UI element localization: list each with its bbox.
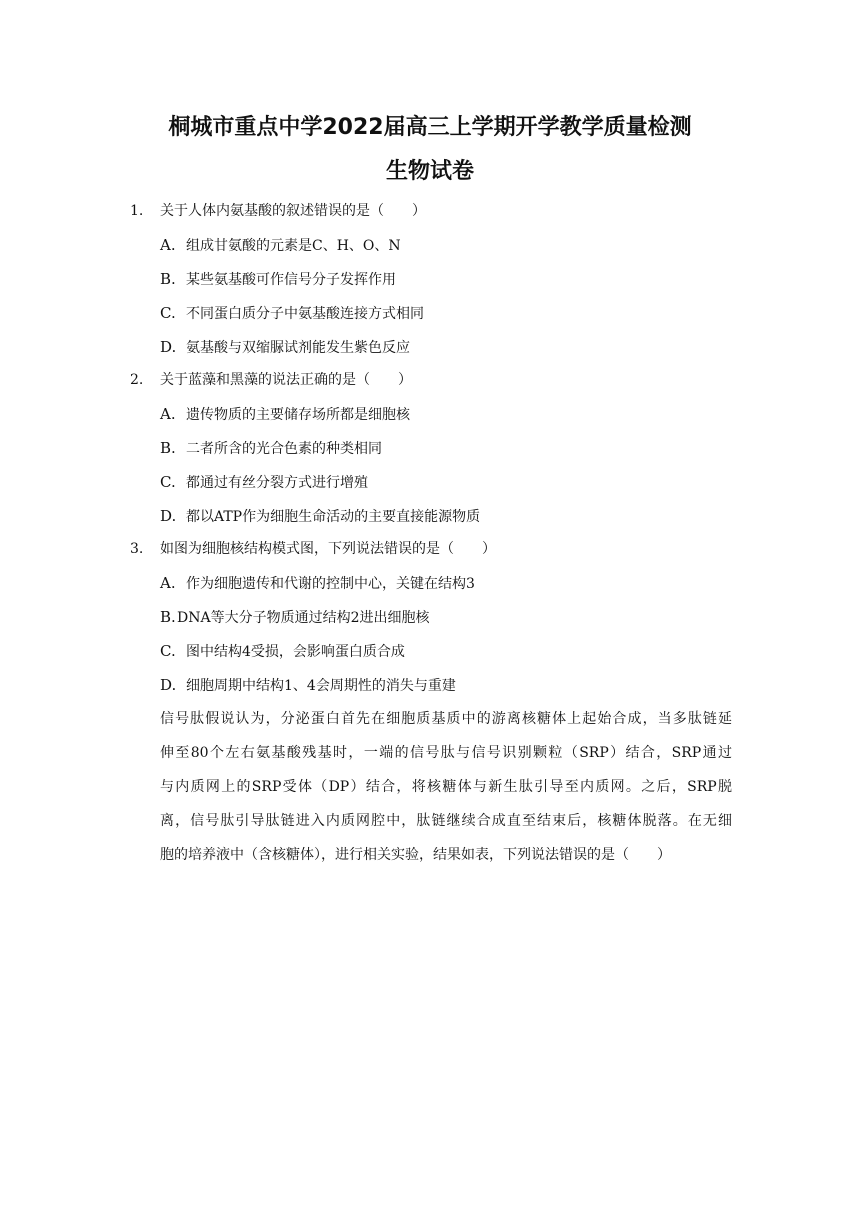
question-1-option-c [160,303,424,324]
question-3-option-a [160,573,475,594]
question-1 [130,201,426,221]
option-letter: A. [160,574,176,592]
option-letter: D. [160,507,177,525]
option-text: 某些氨基酸可作信号分子发挥作用 [186,272,396,288]
question-number: 2. [130,372,144,388]
option-text: 遗传物质的主要储存场所都是细胞核 [186,407,410,423]
option-text: 图中结构4受损，会影响蛋白质合成 [186,644,405,660]
option-letter: A. [160,236,176,254]
question-stem: 如图为细胞核结构模式图，下列说法错误的是（ ） [160,541,496,557]
question-3-option-d [160,675,456,696]
option-letter: C. [160,642,176,660]
question-3-option-c [160,641,405,662]
option-letter: D. [160,338,177,356]
option-text: 二者所含的光合色素的种类相同 [186,441,382,457]
question-1-option-a [160,235,401,256]
passage-line: 伸至80个左右氨基酸残基时，一端的信号肽与信号识别颗粒（SRP）结合，SRP通过 [160,745,732,761]
option-text: 氨基酸与双缩脲试剂能发生紫色反应 [186,340,410,356]
passage-line: 离，信号肽引导肽链进入内质网腔中，肽链继续合成直至结束后，核糖体脱落。在无细 [160,813,732,829]
option-letter: B. [160,270,176,288]
question-1-option-d [160,337,410,358]
question-1-option-b [160,269,396,290]
passage-line: 胞的培养液中（含核糖体），进行相关实验，结果如表，下列说法错误的是（ ） [160,847,671,863]
question-number: 3. [130,541,144,557]
option-text: 细胞周期中结构1、4会周期性的消失与重建 [186,678,456,694]
question-3 [130,539,496,559]
exam-subject-title: 生物试卷 [385,159,474,184]
option-letter: A. [160,405,176,423]
option-text: 都以ATP作为细胞生命活动的主要直接能源物质 [186,509,481,525]
option-text: 作为细胞遗传和代谢的控制中心，关键在结构3 [186,576,475,592]
question-3-option-b [160,607,430,628]
question-2-option-b [160,438,382,459]
option-letter: D. [160,676,177,694]
signal-peptide-passage [160,702,732,872]
question-2-option-c [160,472,368,493]
question-2-option-a [160,404,410,425]
exam-title: 桐城市重点中学2022届高三上学期开学教学质量检测 [168,115,692,140]
question-number: 1. [130,203,144,219]
question-2-option-d [160,506,480,527]
option-letter: B. [160,439,176,457]
option-letter: C. [160,473,176,491]
option-letter: C. [160,304,176,322]
option-letter: B. [160,608,176,626]
option-text: 都通过有丝分裂方式进行增殖 [186,475,368,491]
passage-line: 与内质网上的SRP受体（DP）结合，将核糖体与新生肽引导至内质网。之后，SRP脱 [160,779,732,795]
question-stem: 关于蓝藻和黑藻的说法正确的是（ ） [160,372,412,388]
passage-line: 信号肽假说认为，分泌蛋白首先在细胞质基质中的游离核糖体上起始合成，当多肽链延 [160,711,732,727]
question-2 [130,370,412,390]
option-text: 不同蛋白质分子中氨基酸连接方式相同 [186,306,424,322]
question-stem: 关于人体内氨基酸的叙述错误的是（ ） [160,203,426,219]
option-text: DNA等大分子物质通过结构2进出细胞核 [177,610,430,626]
option-text: 组成甘氨酸的元素是C、H、O、N [186,238,401,254]
